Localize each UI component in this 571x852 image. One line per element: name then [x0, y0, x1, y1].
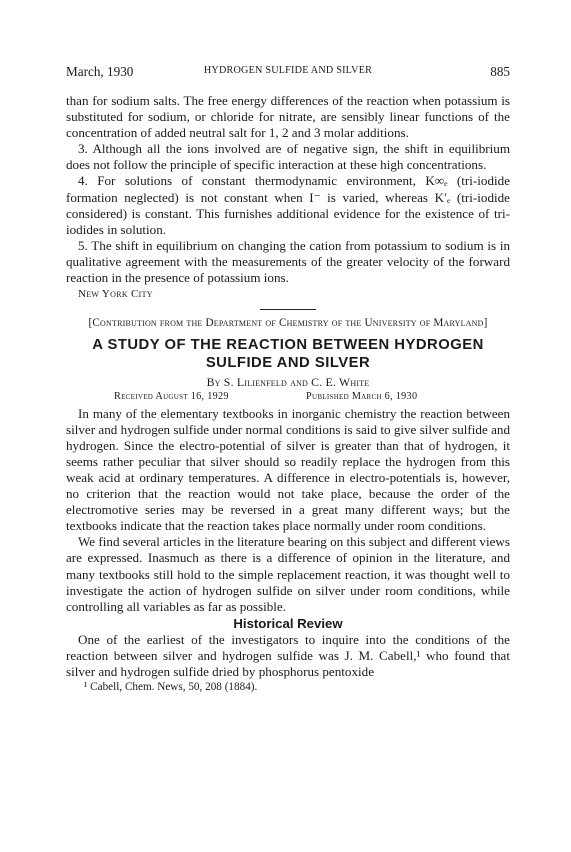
section-heading: Historical Review: [233, 615, 343, 631]
running-header: [66, 64, 510, 82]
location-line: New York City: [78, 288, 153, 301]
article-title: A STUDY OF THE REACTION BETWEEN HYDROGEN SULFIDE AND SILVER: [92, 336, 484, 371]
conclusion-4: 4. For solutions of constant thermodynamic environment, K∞ₑ (tri-iodide formation neglected) is not constant when I⁻ is varied, whereas K′ₑ (tri-iodide considered) is constant. This furnishes additional evidence for the existence of tri-iodides in solution.: [66, 173, 510, 237]
review-paragraph: One of the earliest of the investigators to inquire into the conditions of the reaction between silver and hydrogen sulfide was J. M. Cabell,¹ who found that silver and hydrogen sulfide dried by phosphorus pentoxide: [66, 631, 510, 680]
body-paragraph-2: We find several articles in the literature bearing on this subject and different views are expressed. Inasmuch as there is a difference of opinion in the literature, and many textbooks still hold to the simple replacement reaction, it was thought well to investigate the action of hydrogen sulfide on silver under room conditions, while controlling all variables as far as possible.: [66, 534, 510, 614]
header-running-title: HYDROGEN SULFIDE AND SILVER: [203, 65, 373, 76]
header-date: March, 1930: [66, 64, 134, 79]
journal-page: [66, 64, 510, 695]
published-date: Published March 6, 1930: [306, 390, 418, 402]
conclusion-5: 5. The shift in equilibrium on changing the cation from potassium to sodium is in qualitative agreement with the measurements of the greater velocity of the forward reaction in the presence of potassium ions.: [66, 237, 510, 286]
body-paragraph-1: In many of the elementary textbooks in inorganic chemistry the reaction between silver and hydrogen sulfide under normal conditions is said to give silver sulfide and hydrogen. Since the electro-potential of silver is greater than that of hydrogen, it seems rather peculiar that silver should so readily replace the hydrogen from this weak acid at ordinary temperatures. A difference in electro-potentials is, however, no criterion that the reaction would not take place, because the order of the electromotive series may be reversed in a great many different ways; but the textbooks indicate that the reaction takes place normally under room conditions.: [66, 405, 510, 534]
footnote: ¹ Cabell, Chem. News, 50, 208 (1884).: [84, 681, 258, 694]
conclusion-3: 3. Although all the ions involved are of negative sign, the shift in equilibrium does not follow the principle of specific interaction at these high concentrations.: [66, 141, 510, 173]
received-date: Received August 16, 1929: [114, 390, 229, 402]
continuation-paragraph: than for sodium salts. The free energy differences of the reaction when potassium is substituted for sodium, or chloride for nitrate, are sensibly linear functions of the concentration of added neutral salt for 1, 2 and 3 molar additions.: [66, 93, 510, 141]
contribution-line: [Contribution from the Department of Chemistry of the University of Maryland]: [88, 317, 488, 330]
section-divider: [260, 309, 316, 310]
article-authors: By S. Lilienfeld and C. E. White: [206, 374, 370, 389]
header-page-number: 885: [490, 64, 510, 79]
article-dates: [66, 390, 510, 406]
